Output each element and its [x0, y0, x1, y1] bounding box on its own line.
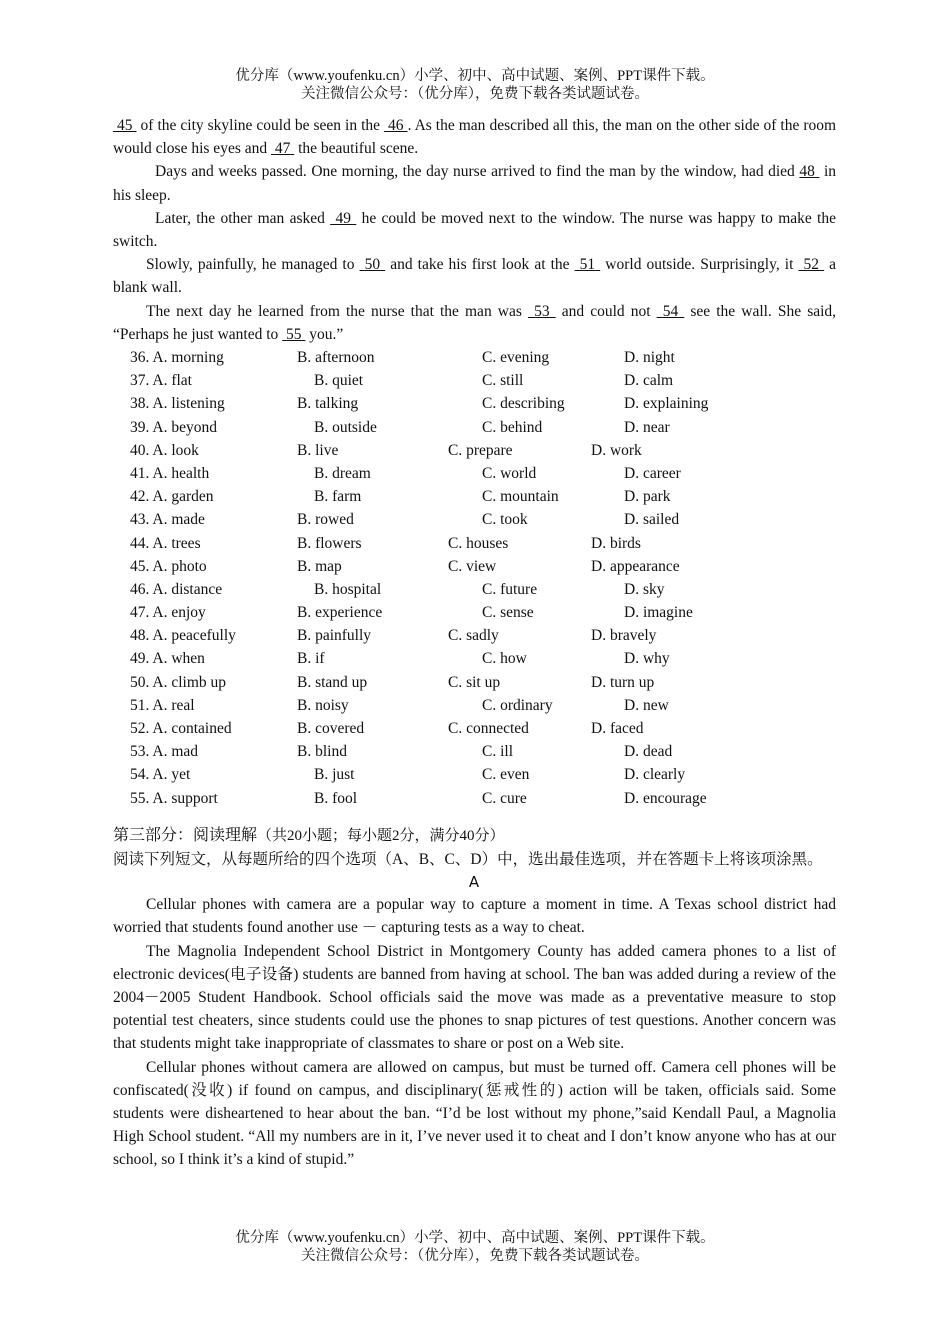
blank-55: 55: [286, 325, 302, 343]
blank-53: 53: [534, 302, 550, 320]
option-row-46: 46. A. distance B. hospital C. future D. sky: [130, 580, 665, 598]
passage-paragraph-1: Cellular phones with camera are a popular way to capture a moment in time. A Texas school district had worried that students found another use － capturing tests as a way to cheat.: [113, 896, 836, 937]
blank-49: 49: [335, 209, 351, 227]
cloze-paragraph-4: Slowly, painfully, he managed to 50 and take his first look at the 51 world outside. Surprisingly, it 52 a blank wall.: [113, 256, 837, 297]
option-row-55: 55. A. support B. fool C. cure D. encourage: [130, 789, 707, 807]
header-line-1: 优分库（www.youfenku.cn）小学、初中、高中试题、案例、PPT课件下载。: [235, 68, 715, 84]
blank-48: 48: [799, 163, 815, 181]
option-row-51: 51. A. real B. noisy C. ordinary D. new: [130, 696, 669, 714]
blank-47: 47: [274, 140, 291, 158]
page-header: [0, 67, 950, 103]
footer-line-2: 关注微信公众号：（优分库），免费下载各类试题试卷。: [301, 1248, 649, 1264]
option-row-42: 42. A. garden B. farm C. mountain D. park: [130, 488, 671, 506]
option-row-38: 38. A. listening B. talking C. describing D. explaining: [130, 395, 709, 413]
blank-45: 45: [117, 117, 133, 134]
section-3-title: 第三部分：阅读理解（共20小题；每小题2分，满分40分）: [113, 826, 505, 844]
blank-54: 54: [662, 302, 679, 320]
passage-label: A: [468, 873, 481, 892]
page-footer: [0, 1229, 950, 1265]
blank-51: 51: [579, 256, 596, 274]
section-3-instruction: 阅读下列短文，从每题所给的四个选项（A、B、C、D）中，选出最佳选项，并在答题卡上将该项涂黑。: [113, 850, 823, 868]
option-row-54: 54. A. yet B. just C. even D. clearly: [130, 766, 686, 784]
exam-content: [113, 114, 836, 1172]
blank-46: 46: [388, 117, 404, 134]
option-row-52: 52. A. contained B. covered C. connected D. faced: [130, 720, 644, 738]
option-row-53: 53. A. mad B. blind C. ill D. dead: [130, 743, 673, 761]
passage-paragraph-2: The Magnolia Independent School District in Montgomery County has added camera phones to a list of electronic devices(电子设备) students are banned from having at school. The ban was added during a review of the 2004－2005 Student Handbook. School officials said the move was made as a preventative measure to stop potential test cheaters, since students could use the phones to snap pictures of test questions. Another concern was that students might take inappropriate of classmates to share or post on a Web site.: [113, 942, 836, 1053]
cloze-paragraph-5: The next day he learned from the nurse that the man was 53 and could not 54 see the wall. She said, “Perhaps he just wanted to 55 you.”: [113, 302, 837, 343]
header-line-2: 关注微信公众号：（优分库），免费下载各类试题试卷。: [301, 86, 649, 102]
blank-50: 50: [364, 256, 381, 274]
options-list: [113, 346, 836, 810]
option-row-47: 47. A. enjoy B. experience C. sense D. imagine: [130, 604, 693, 622]
passage-paragraph-3: Cellular phones without camera are allowed on campus, but must be turned off. Camera cell phones will be confiscated(没收) if found on campus, and disciplinary(惩戒性的) action will be taken, officials said. Some students were disheartened to hear about the ban. “I’d be lost without my phone,”said Kendall Paul, a Magnolia High School student. “All my numbers are in it, I’ve never used it to cheat and I don’t know anyone who has at our school, so I think it’s a kind of stupid.”: [113, 1058, 836, 1169]
option-row-49: 49. A. when B. if C. how D. why: [130, 650, 670, 668]
option-row-44: 44. A. trees B. flowers C. houses D. birds: [130, 534, 641, 552]
option-row-50: 50. A. climb up B. stand up C. sit up D. turn up: [130, 673, 655, 691]
blank-52: 52: [803, 256, 820, 274]
option-row-43: 43. A. made B. rowed C. took D. sailed: [130, 511, 680, 529]
option-row-40: 40. A. look B. live C. prepare D. work: [130, 441, 642, 459]
cloze-paragraph-3: Later, the other man asked 49 he could be moved next to the window. The nurse was happy to make the switch.: [113, 209, 836, 251]
option-row-36: 36. A. morning B. afternoon C. evening D. night: [130, 349, 675, 367]
option-row-45: 45. A. photo B. map C. view D. appearance: [130, 557, 680, 575]
cloze-paragraph-1: 45 of the city skyline could be seen in the 46 . As the man described all this, the man on the other side of the room would close his eyes and 47 the beautiful scene.: [113, 117, 837, 158]
option-row-48: 48. A. peacefully B. painfully C. sadly D. bravely: [130, 627, 657, 645]
cloze-paragraph-2: Days and weeks passed. One morning, the day nurse arrived to find the man by the window, had died 48 in his sleep.: [113, 163, 837, 204]
option-row-39: 39. A. beyond B. outside C. behind D. near: [130, 418, 670, 436]
option-row-41: 41. A. health B. dream C. world D. career: [130, 464, 681, 482]
option-row-37: 37. A. flat B. quiet C. still D. calm: [130, 372, 674, 390]
footer-line-1: 优分库（www.youfenku.cn）小学、初中、高中试题、案例、PPT课件下载。: [235, 1230, 715, 1246]
